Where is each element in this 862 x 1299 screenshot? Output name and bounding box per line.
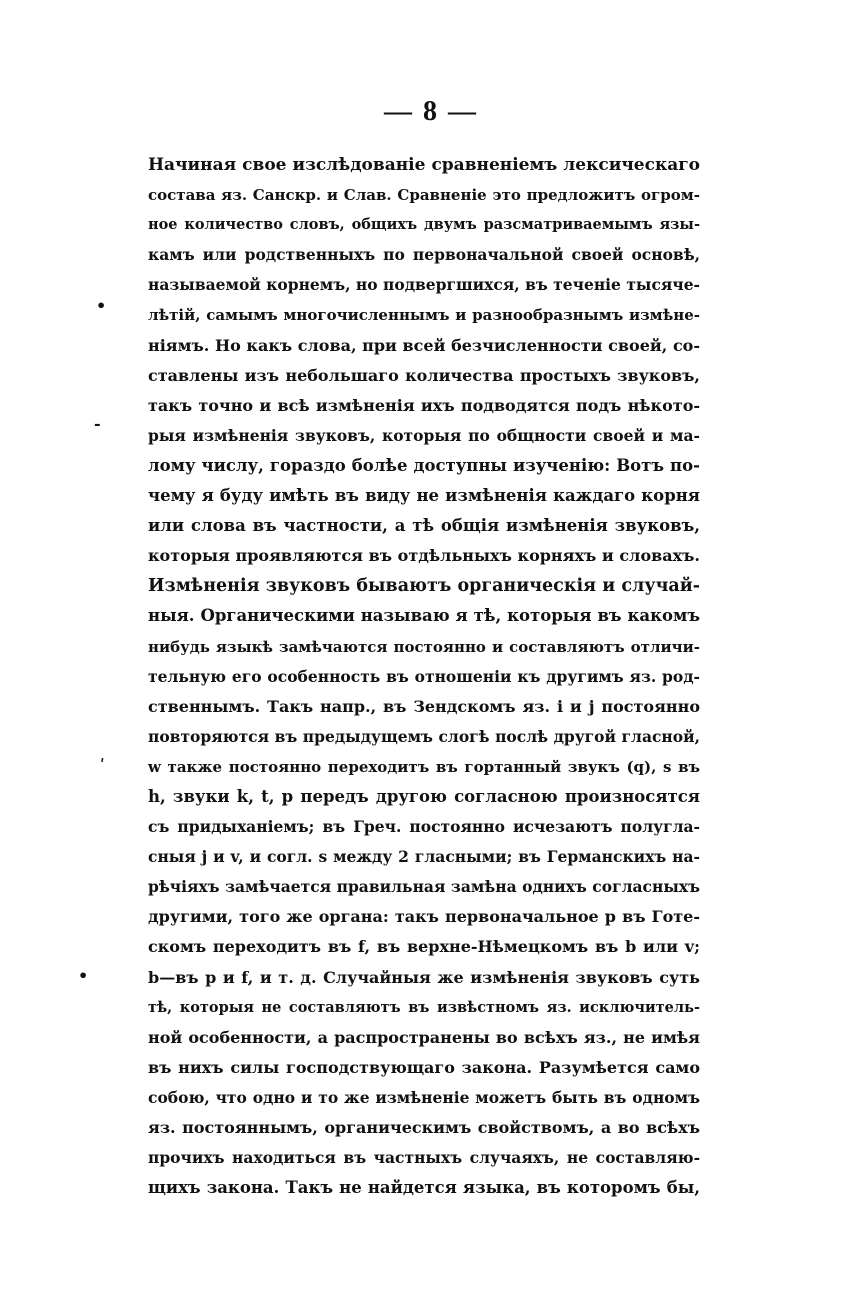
text-line: ное количество словъ, общихъ двумъ разсматриваемымъ язы- — [148, 216, 700, 234]
text-line: повторяются въ предыдущемъ слогѣ послѣ другой гласной, — [148, 726, 700, 746]
text-line: яз. постояннымъ, органическимъ свойствомъ, а во всѣхъ — [148, 1118, 700, 1137]
text-line: называемой корнемъ, но подвергшихся, въ теченіе тысяче- — [148, 275, 700, 295]
text-line: ной особенности, а распространены во всѣхъ яз., не имѣя — [148, 1027, 700, 1047]
body-text — [148, 150, 700, 1203]
text-line: Начиная свое изслѣдованіе сравненіемъ лексическаго — [148, 155, 700, 175]
text-line: нибудь языкѣ замѣчаются постоянно и составляютъ отличи- — [148, 637, 700, 656]
text-line: лѣтій, самымъ многочисленнымъ и разнообразнымъ измѣне- — [148, 306, 700, 325]
text-line: собою, что одно и то же измѣненіе можетъ быть въ одномъ — [148, 1087, 700, 1107]
text-line: чему я буду имѣть въ виду не измѣненія каждаго корня — [148, 486, 700, 506]
text-line: или слова въ частности, а тѣ общія измѣненія звуковъ, — [148, 516, 700, 536]
margin-tick-mark: ʹ — [100, 756, 105, 775]
text-line: w также постоянно переходитъ въ гортанный звукъ (q), s въ — [148, 757, 700, 776]
text-line: сныя j и v, и согл. s между 2 гласными; въ Германскихъ на- — [148, 847, 700, 867]
text-line: тельную его особенность въ отношеніи къ другимъ яз. род- — [148, 666, 700, 686]
text-line: прочихъ находиться въ частныхъ случаяхъ, не составляю- — [148, 1148, 700, 1168]
text-line: такъ точно и всѣ измѣненія ихъ подводятся подъ нѣкото- — [148, 395, 700, 415]
margin-dot-mark: • — [96, 296, 107, 315]
text-line: въ нихъ силы господствующаго закона. Разумѣется само — [148, 1057, 700, 1077]
text-line: ставлены изъ небольшаго количества простыхъ звуковъ, — [148, 365, 700, 385]
text-line: Измѣненія звуковъ бываютъ органическія и случай- — [148, 576, 700, 597]
text-line: съ придыханіемъ; въ Греч. постоянно исчезаютъ полугла- — [148, 817, 700, 837]
text-line: состава яз. Санскр. и Слав. Сравненіе это предложитъ огром- — [148, 186, 700, 205]
margin-dot-mark: • — [78, 966, 89, 985]
text-line: лому числу, гораздо болѣе доступны изученію: Вотъ по- — [148, 455, 700, 475]
text-line: камъ или родственныхъ по первоначальной своей основѣ, — [148, 245, 700, 265]
text-line: ныя. Органическими называю я тѣ, которыя въ какомъ — [148, 606, 700, 626]
text-line: ственнымъ. Такъ напр., въ Зендскомъ яз. i и j постоянно — [148, 696, 700, 716]
margin-dash-mark: - — [94, 414, 101, 433]
page-number: — 8 — — [384, 96, 478, 127]
text-line: щихъ закона. Такъ не найдется языка, въ которомъ бы, — [148, 1178, 700, 1198]
text-line: рыя измѣненія звуковъ, которыя по общности своей и ма- — [148, 425, 700, 445]
text-line: скомъ переходитъ въ f, въ верхне-Нѣмецкомъ въ b или v; — [148, 937, 700, 957]
text-line: ніямъ. Но какъ слова, при всей безчисленности своей, со- — [148, 335, 700, 355]
text-line: тѣ, которыя не составляютъ въ извѣстномъ яз. исключитель- — [148, 998, 700, 1016]
text-line: которыя проявляются въ отдѣльныхъ корняхъ и словахъ. — [148, 546, 700, 566]
text-line: рѣчіяхъ замѣчается правильная замѣна однихъ согласныхъ — [148, 877, 700, 897]
text-line: h, звуки k, t, p передъ другою согласною произносятся — [148, 786, 700, 806]
text-line: b—въ p и f, и т. д. Случайныя же измѣненія звуковъ суть — [148, 967, 700, 987]
text-line: другими, того же органа: такъ первоначальное p въ Готе- — [148, 907, 700, 927]
